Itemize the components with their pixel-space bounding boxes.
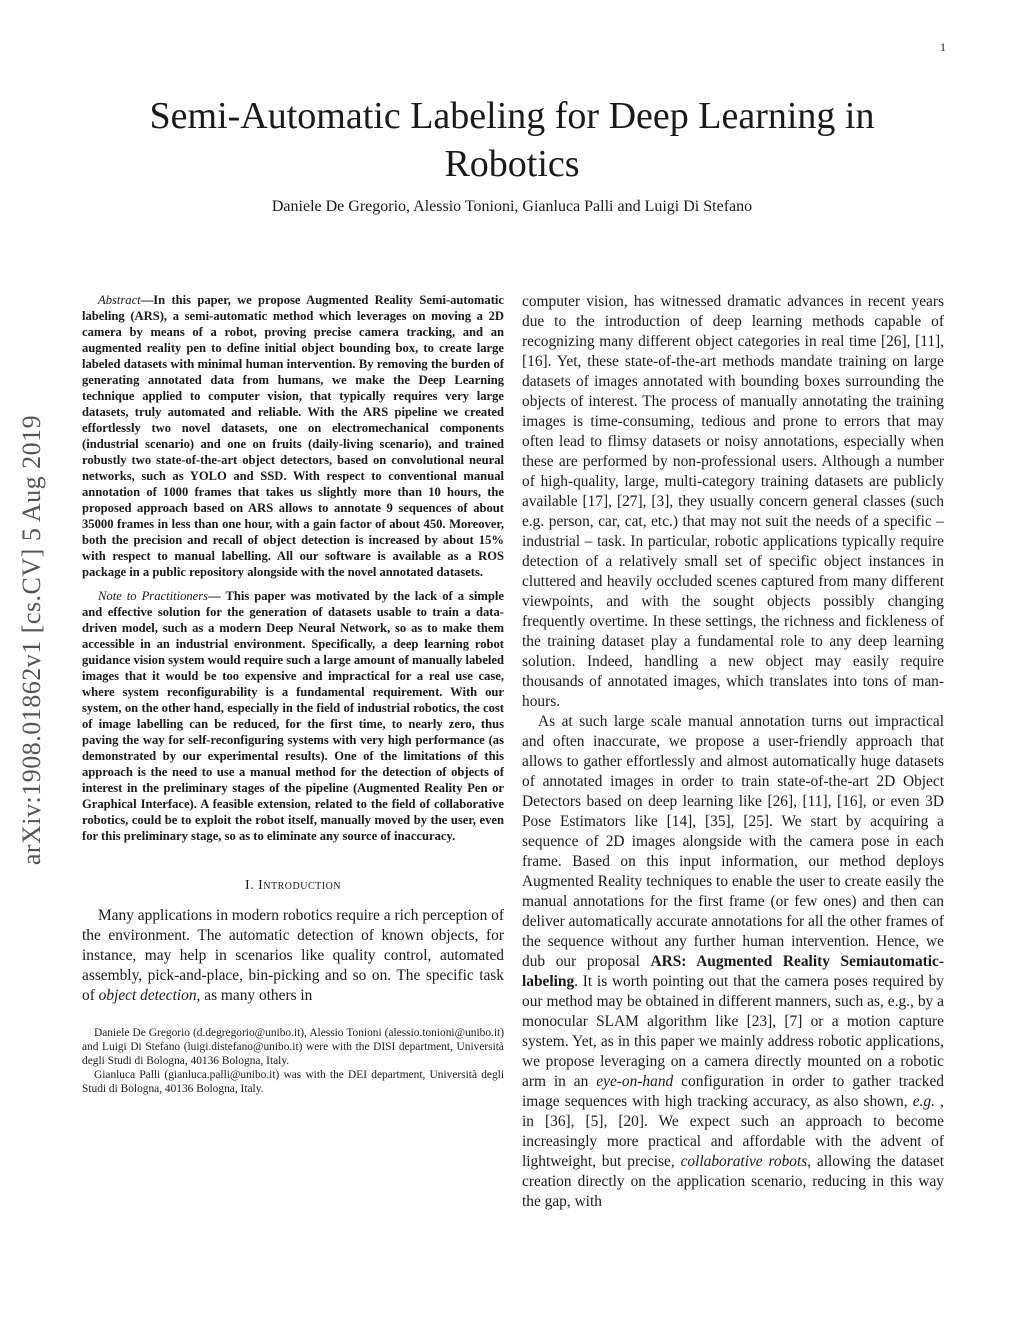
ars-text-a: As at such large scale manual annotation turns out impractical and often inaccurate, we propose a user-friendly approach that allows to gather effortlessly and almost automatically huge datasets of annotated images in order to train state-of-the-art 2D Object Detectors based on deep learning like [26], [11], [16], or even 3D Pose Estimators like [14], [35], [25]. We start by acquiring a sequence of 2D images alongside with the camera pose in each frame. Based on this input information, our method deploys Augmented Reality techniques to enable the user to create easily the manual annotations for the first frame (or few ones) and then can deliver automatically accurate annotations for all the other frames of the sequence without any further human intervention. Hence, we dub our proposal <box>522 713 944 970</box>
page-number: 1 <box>940 40 946 54</box>
note-to-practitioners <box>82 588 504 844</box>
ars-collaborative-robots-italic: collaborative robots <box>680 1153 808 1170</box>
author-list: Daniele De Gregorio, Alessio Tonioni, Gianluca Palli and Luigi Di Stefano <box>271 198 753 215</box>
section-title: Introduction <box>258 878 342 893</box>
arxiv-stamp: arXiv:1908.01862v1 [cs.CV] 5 Aug 2019 <box>17 414 46 866</box>
footnote-affiliation-2: Gianluca Palli (gianluca.palli@unibo.it) was with the DEI department, Università degli Studi di Bologna, 40136 Bologna, Italy. <box>82 1069 504 1095</box>
abstract-dash: — <box>140 293 154 307</box>
section-heading-introduction <box>82 878 504 894</box>
abstract-text: In this paper, we propose Augmented Reality Semi-automatic labeling (ARS), a semi-automatic method which leverages on moving a 2D camera by means of a robot, proving precise camera tracking, and an augmented reality pen to define initial object bounding box, to create large labeled datasets with minimal human intervention. By removing the burden of generating annotated data from humans, we make the Deep Learning technique applied to computer vision, that typically requires very large datasets, truly automated and reliable. With the ARS pipeline we created effortlessly two novel datasets, one on electromechanical components (industrial scenario) and one on fruits (daily-living scenario), and trained robustly two state-of-the-art object detectors, based on convolutional neural networks, such as YOLO and SSD. With respect to conventional manual annotation of 1000 frames that takes us slightly more than 10 hours, the proposed approach based on ARS allows to annotate 9 sequences of about 35000 frames in less than one hour, with a gain factor of about 450. Moreover, both the precision and recall of object detection is increased by about 15% with respect to manual labelling. All our software is available as a ROS package in a public repository alongside with the novel annotated datasets. <box>82 293 504 579</box>
ars-text-e: , allowing the dataset creation directly on the application scenario, reducing in this way the gap, with <box>522 1153 944 1210</box>
paper-title: Semi-Automatic Labeling for Deep Learning in Robotics <box>149 95 875 185</box>
right-column <box>522 292 944 1212</box>
intro-paragraph <box>82 906 504 1006</box>
ars-text-b: . It is worth pointing out that the camera poses required by our method may be obtained in different manners, such as, e.g., by a monocular SLAM algorithm like [23], [7] or a motion capture system. Yet, as in this paper we mainly address robotic applications, we propose leveraging on a camera directly mounted on a robotic arm in an <box>522 973 944 1090</box>
note-text: This paper was motivated by the lack of a simple and effective solution for the generation of datasets usable to train a data-driven model, such as a modern Deep Neural Network, so as to make them accessible in an industrial environment. Specifically, a deep learning robot guidance vision system would require such a large amount of manually labeled images that it would be too expensive and impractical for a real use case, where system reconfigurability is a fundamental requirement. With our system, on the other hand, especially in the field of industrial robotics, the cost of image labelling can be reduced, for the first time, to nearly zero, thus paving the way for self-reconfiguring systems with very high performance (as demonstrated by our experimental results). One of the limitations of this approach is the need to use a manual method for the detection of objects of interest in the preliminary stages of the pipeline (Augmented Reality Pen or Graphical Interface). A feasible extension, related to the field of collaborative robotics, could be to exploit the robot itself, manually moved by the user, even for this preliminary stage, so as to eliminate any source of inaccuracy. <box>82 589 504 843</box>
abstract <box>82 292 504 580</box>
note-label: Note to Practitioners <box>98 589 209 603</box>
ars-text-d: , in [36], [5], [20]. We expect such an approach to become increasingly more practical and affordable with the advent of lightweight, but precise, <box>522 1093 944 1170</box>
ars-proposal-paragraph <box>522 712 944 1212</box>
footnote-affiliation-1: Daniele De Gregorio (d.degregorio@unibo.it), Alessio Tonioni (alessio.tonioni@unibo.it) and Luigi Di Stefano (luigi.distefano@unibo.it) were with the DISI department, Università degli Studi di Bologna, 40136 Bologna, Italy. <box>82 1027 504 1067</box>
note-dash: — <box>208 589 221 603</box>
intro-continuation-paragraph: computer vision, has witnessed dramatic advances in recent years due to the introduction of deep learning methods capable of recognizing many different object categories in real time [26], [11], [16]. Yet, these state-of-the-art methods mandate training on large datasets of images annotated with bounding boxes surrounding the objects of interest. The process of manually annotating the training images is time-consuming, tedious and prone to errors that may often lead to flimsy datasets or noisy annotations, especially when these are performed by non-professional users. Although a number of high-quality, large, multi-category training datasets are publicly available [17], [27], [3], they usually concern general classes (such e.g. person, car, cat, etc.) that may not suit the needs of a specific – industrial – task. In particular, robotic applications typically require detection of a relatively small set of specific object instances in cluttered and heavily occluded scenes captured from many different viewpoints, and with the sought objects possibly changing frequently overtime. In these settings, the richness and fickleness of the training dataset play a fundamental role to any deep learning solution. Indeed, handling a new object may easily require thousands of annotated images, which translates into tons of man-hours. <box>522 293 944 710</box>
intro-text-2: , as many others in <box>196 987 313 1004</box>
abstract-label: Abstract <box>98 293 141 307</box>
left-column <box>82 292 504 1096</box>
intro-italic: object detection <box>98 987 197 1004</box>
ars-eye-on-hand-italic: eye-on-hand <box>596 1073 674 1090</box>
section-numeral: I. <box>244 878 255 893</box>
intro-text-1: Many applications in modern robotics require a rich perception of the environment. The automatic detection of known objects, for instance, may help in scenarios like quality control, automated assembly, pick-and-place, bin-picking and so on. The specific task of <box>82 907 504 1004</box>
ars-name-bold: ARS: Augmented Reality Semiautomatic-labeling <box>522 953 944 990</box>
ars-eg-italic: e.g. <box>912 1093 935 1110</box>
ars-text-c: configuration in order to gather tracked image sequences with high tracking accuracy, as also shown, <box>522 1073 945 1110</box>
